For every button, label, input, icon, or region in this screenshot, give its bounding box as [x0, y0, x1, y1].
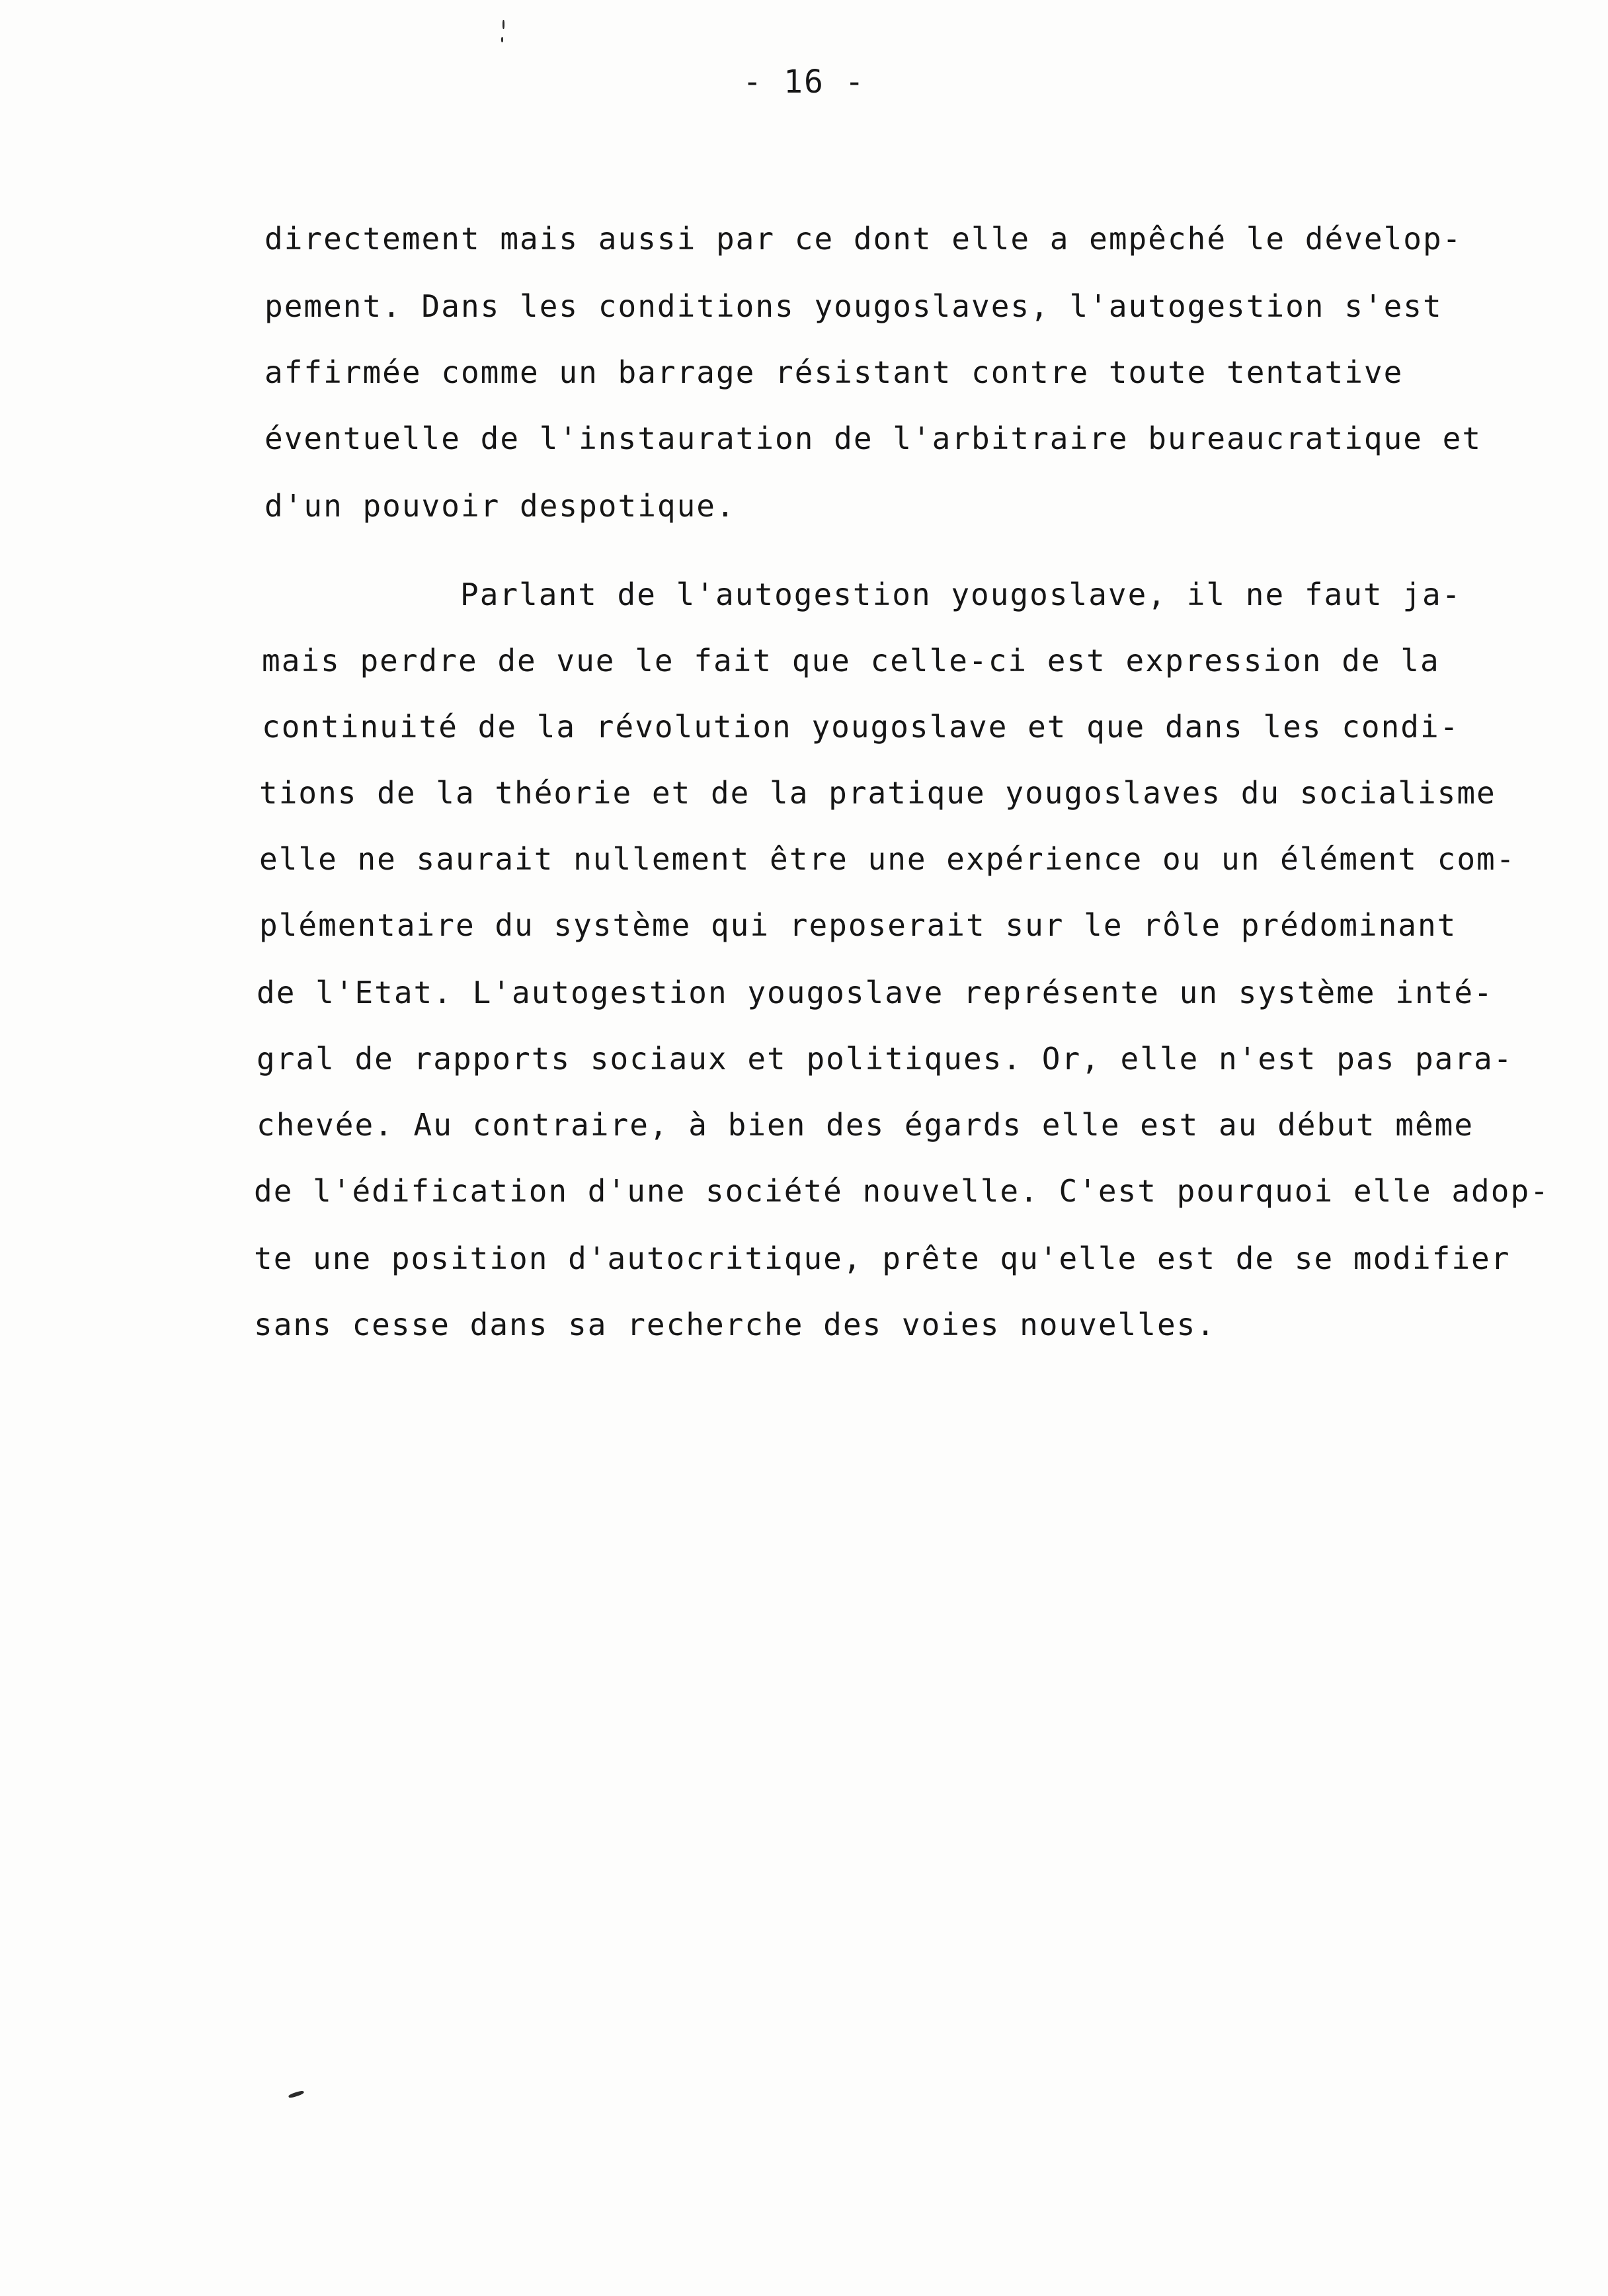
- text-line: tions de la théorie et de la pratique yougoslaves du socialisme: [259, 775, 1496, 811]
- ink-speck: [288, 2090, 305, 2098]
- text-line: Parlant de l'autogestion yougoslave, il ne faut ja-: [460, 577, 1462, 612]
- text-line: sans cesse dans sa recherche des voies nouvelles.: [254, 1307, 1217, 1342]
- ink-speck: [501, 37, 503, 42]
- text-line: pement. Dans les conditions yougoslaves, l'autogestion s'est: [264, 288, 1443, 324]
- text-line: d'un pouvoir despotique.: [264, 488, 736, 524]
- text-line: de l'Etat. L'autogestion yougoslave représente un système inté-: [257, 975, 1494, 1010]
- text-line: te une position d'autocritique, prête qu'elle est de se modifier: [254, 1241, 1511, 1276]
- text-line: de l'édification d'une société nouvelle. C'est pourquoi elle adop-: [254, 1173, 1550, 1209]
- page-number: - 16 -: [743, 63, 865, 101]
- text-line: directement mais aussi par ce dont elle a empêché le dévelop-: [264, 221, 1463, 257]
- text-line: plémentaire du système qui reposerait sur le rôle prédominant: [259, 907, 1457, 943]
- text-line: elle ne saurait nullement être une expérience ou un élément com-: [259, 841, 1516, 877]
- text-line: continuité de la révolution yougoslave et que dans les condi-: [262, 709, 1460, 745]
- text-line: chevée. Au contraire, à bien des égards elle est au début même: [257, 1107, 1474, 1143]
- text-line: mais perdre de vue le fait que celle-ci est expression de la: [262, 643, 1440, 678]
- text-line: gral de rapports sociaux et politiques. Or, elle n'est pas para-: [257, 1041, 1513, 1077]
- ink-speck: [502, 20, 504, 29]
- text-line: affirmée comme un barrage résistant contre toute tentative: [264, 354, 1404, 390]
- text-line: éventuelle de l'instauration de l'arbitraire bureaucratique et: [264, 421, 1482, 456]
